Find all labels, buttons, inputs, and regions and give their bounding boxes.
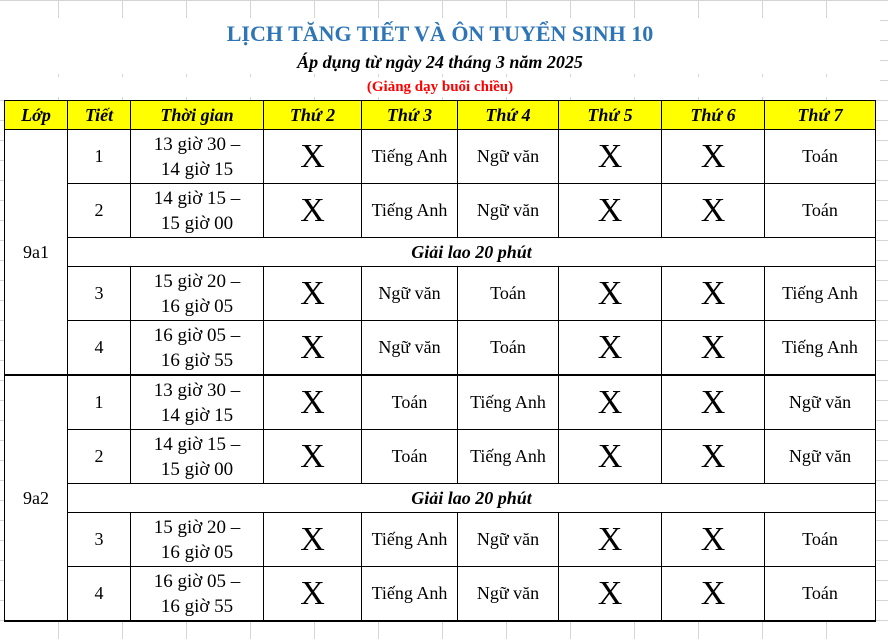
header-wednesday: Thứ 4 [458, 101, 559, 130]
cell-monday: X [264, 375, 362, 430]
cell-monday: X [264, 321, 362, 376]
cell-tuesday: Ngữ văn [362, 267, 458, 321]
cell-friday: X [662, 267, 765, 321]
time-start: 16 giờ 05 – [153, 324, 241, 346]
time-cell [131, 567, 264, 622]
class-name-cell: 9a1 [5, 130, 68, 376]
break-label: Giải lao 20 phút [68, 238, 876, 267]
time-cell [131, 130, 264, 184]
cell-monday: X [264, 267, 362, 321]
cell-friday: X [662, 321, 765, 376]
cell-friday: X [662, 567, 765, 622]
cell-tuesday: Toán [362, 375, 458, 430]
time-end: 16 giờ 05 [160, 541, 234, 563]
time-cell [131, 513, 264, 567]
cell-saturday: Tiếng Anh [765, 267, 876, 321]
cell-wednesday: Toán [458, 321, 559, 376]
table-row [5, 375, 876, 430]
table-row [5, 513, 876, 567]
header-monday: Thứ 2 [264, 101, 362, 130]
cell-saturday: Ngữ văn [765, 430, 876, 484]
table-row [5, 567, 876, 622]
period-cell: 1 [68, 130, 131, 184]
table-row [5, 130, 876, 184]
cell-tuesday: Tiếng Anh [362, 567, 458, 622]
header-thursday: Thứ 5 [559, 101, 662, 130]
cell-saturday: Toán [765, 130, 876, 184]
header-row [5, 101, 876, 130]
time-end: 15 giờ 00 [160, 212, 234, 234]
cell-tuesday: Tiếng Anh [362, 184, 458, 238]
cell-friday: X [662, 184, 765, 238]
period-cell: 2 [68, 184, 131, 238]
cell-monday: X [264, 567, 362, 622]
cell-tuesday: Tiếng Anh [362, 130, 458, 184]
cell-tuesday: Ngữ văn [362, 321, 458, 376]
time-start: 15 giờ 20 – [153, 516, 241, 538]
cell-thursday: X [559, 184, 662, 238]
time-end: 16 giờ 55 [160, 595, 234, 617]
class-name-cell: 9a2 [5, 375, 68, 621]
table-row [5, 267, 876, 321]
time-start: 13 giờ 30 – [153, 379, 241, 401]
cell-wednesday: Ngữ văn [458, 130, 559, 184]
cell-saturday: Toán [765, 184, 876, 238]
time-end: 16 giờ 55 [160, 349, 234, 371]
document-subtitle: Áp dụng từ ngày 24 tháng 3 năm 2025 [0, 50, 880, 74]
cell-thursday: X [559, 375, 662, 430]
header-friday: Thứ 6 [662, 101, 765, 130]
cell-wednesday: Ngữ văn [458, 184, 559, 238]
cell-saturday: Ngữ văn [765, 375, 876, 430]
time-start: 16 giờ 05 – [153, 570, 241, 592]
period-cell: 2 [68, 430, 131, 484]
cell-friday: X [662, 130, 765, 184]
time-end: 14 giờ 15 [160, 404, 234, 426]
cell-thursday: X [559, 430, 662, 484]
time-start: 14 giờ 15 – [153, 187, 241, 209]
cell-monday: X [264, 513, 362, 567]
cell-thursday: X [559, 321, 662, 376]
time-cell [131, 267, 264, 321]
break-row [5, 484, 876, 513]
period-cell: 4 [68, 321, 131, 376]
schedule-body [5, 130, 876, 622]
break-row [5, 238, 876, 267]
schedule-table [4, 100, 876, 622]
cell-monday: X [264, 430, 362, 484]
cell-tuesday: Tiếng Anh [362, 513, 458, 567]
cell-thursday: X [559, 513, 662, 567]
time-cell [131, 375, 264, 430]
time-cell [131, 430, 264, 484]
break-label: Giải lao 20 phút [68, 484, 876, 513]
cell-friday: X [662, 513, 765, 567]
time-start: 13 giờ 30 – [153, 133, 241, 155]
cell-wednesday: Ngữ văn [458, 567, 559, 622]
period-cell: 4 [68, 567, 131, 622]
cell-monday: X [264, 130, 362, 184]
document-title: LỊCH TĂNG TIẾT VÀ ÔN TUYỂN SINH 10 [0, 18, 880, 50]
header-saturday: Thứ 7 [765, 101, 876, 130]
header-tuesday: Thứ 3 [362, 101, 458, 130]
table-row [5, 184, 876, 238]
header-time: Thời gian [131, 101, 264, 130]
cell-saturday: Toán [765, 567, 876, 622]
table-row [5, 321, 876, 376]
cell-thursday: X [559, 130, 662, 184]
time-end: 16 giờ 05 [160, 295, 234, 317]
cell-monday: X [264, 184, 362, 238]
time-start: 15 giờ 20 – [153, 270, 241, 292]
cell-wednesday: Tiếng Anh [458, 430, 559, 484]
document-note: (Giảng dạy buổi chiều) [0, 77, 880, 97]
table-row [5, 430, 876, 484]
cell-wednesday: Tiếng Anh [458, 375, 559, 430]
period-cell: 1 [68, 375, 131, 430]
period-cell: 3 [68, 513, 131, 567]
cell-saturday: Toán [765, 513, 876, 567]
cell-friday: X [662, 430, 765, 484]
header-period: Tiết [68, 101, 131, 130]
cell-thursday: X [559, 267, 662, 321]
header-class: Lớp [5, 101, 68, 130]
time-cell [131, 184, 264, 238]
cell-thursday: X [559, 567, 662, 622]
time-end: 14 giờ 15 [160, 158, 234, 180]
time-start: 14 giờ 15 – [153, 433, 241, 455]
cell-tuesday: Toán [362, 430, 458, 484]
cell-wednesday: Toán [458, 267, 559, 321]
cell-wednesday: Ngữ văn [458, 513, 559, 567]
period-cell: 3 [68, 267, 131, 321]
cell-friday: X [662, 375, 765, 430]
time-end: 15 giờ 00 [160, 458, 234, 480]
cell-saturday: Tiếng Anh [765, 321, 876, 376]
time-cell [131, 321, 264, 376]
